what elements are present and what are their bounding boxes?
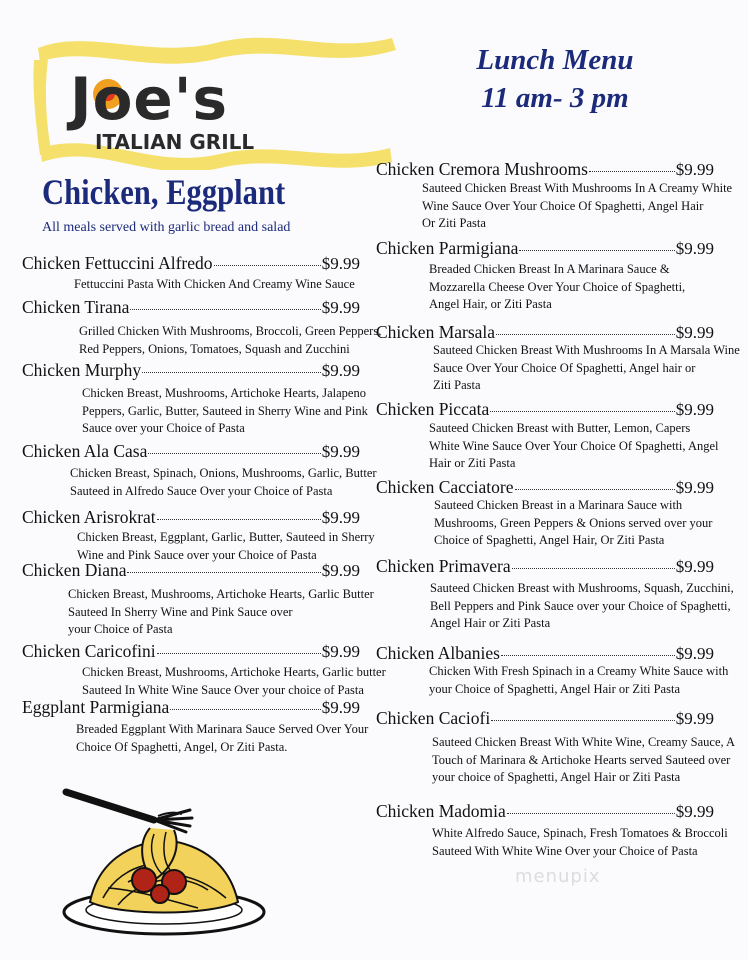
item-description <box>376 825 728 860</box>
description-line: Ziti Pasta <box>433 378 481 392</box>
description-line: Chicken With Fresh Spinach in a Creamy White Sauce with <box>429 664 729 678</box>
description-line: Sauteed Chicken Breast in a Marinara Sauce with <box>434 498 683 512</box>
description-line: Wine Sauce Over Your Choice Of Spaghetti, Angel Hair <box>422 198 704 213</box>
description-line: Sauteed In Sherry Wine and Pink Sauce over <box>68 604 293 619</box>
item-name: Eggplant Parmigiana <box>22 697 170 717</box>
item-description <box>22 465 377 500</box>
description-line: your Choice of Pasta <box>68 622 173 636</box>
menu-item <box>376 322 740 395</box>
menu-item <box>376 159 733 233</box>
description-line: Sauteed Chicken Breast with Butter, Lemon, Capers <box>429 421 691 435</box>
description-line: Sauteed Chicken Breast With Mushrooms In A Creamy White <box>422 181 733 195</box>
description-line: your choice of Spaghetti, Angel Hair or Ziti Pasta <box>432 770 681 784</box>
item-description <box>22 385 368 438</box>
item-price: $9.99 <box>321 698 360 717</box>
description-line: Wine and Pink Sauce over your Choice of Pasta <box>77 547 317 562</box>
description-line: Chicken Breast, Mushrooms, Artichoke Hearts, Jalapeno <box>82 386 366 400</box>
description-line: Red Peppers, Onions, Tomatoes, Squash and Zucchini <box>79 341 350 356</box>
item-name: Chicken Murphy <box>22 360 142 380</box>
item-price: $9.99 <box>321 361 360 380</box>
menu-item <box>22 641 386 699</box>
menu-item <box>22 441 377 500</box>
lunch-menu-title: Lunch Menu <box>476 44 634 76</box>
description-line: Grilled Chicken With Mushrooms, Broccoli, Green Peppers, <box>79 324 382 338</box>
menu-item <box>376 556 734 633</box>
leader-dots <box>512 568 675 569</box>
description-line: your Choice of Spaghetti, Angel Hair or Ziti Pasta <box>429 681 680 696</box>
description-line: Sauteed Chicken Breast With Mushrooms In A Marsala Wine <box>433 343 740 357</box>
item-description <box>376 497 714 550</box>
description-line: Mozzarella Cheese Over Your Choice of Spaghetti, <box>429 279 686 294</box>
description-line: Mushrooms, Green Peppers & Onions served over your <box>434 515 713 530</box>
item-price: $9.99 <box>675 802 714 821</box>
description-line: Chicken Breast, Spinach, Onions, Mushrooms, Garlic, Butter <box>70 466 377 480</box>
item-name: Chicken Parmigiana <box>376 238 519 258</box>
menu-item <box>376 801 728 860</box>
restaurant-logo <box>30 30 400 170</box>
item-name: Chicken Piccata <box>376 399 490 419</box>
description-line: Breaded Eggplant With Marinara Sauce Served Over Your <box>76 722 369 736</box>
item-description <box>376 580 734 633</box>
menu-item <box>22 697 369 756</box>
item-price: $9.99 <box>675 323 714 342</box>
description-line: Choice of Spaghetti, Angel Hair, Or Ziti Pasta <box>434 533 665 547</box>
item-name: Chicken Caricofini <box>22 641 156 661</box>
item-description <box>22 664 386 699</box>
menu-item <box>376 238 714 314</box>
leader-dots <box>501 655 675 656</box>
item-description <box>376 261 714 314</box>
description-line: Sauteed Chicken Breast With White Wine, Creamy Sauce, A <box>432 735 736 749</box>
item-price: $9.99 <box>675 644 714 663</box>
description-line: Angel Hair or Ziti Pasta <box>430 616 551 630</box>
item-description <box>376 734 736 787</box>
item-price: $9.99 <box>321 254 360 273</box>
item-price: $9.99 <box>675 557 714 576</box>
item-price: $9.99 <box>675 400 714 419</box>
item-name: Chicken Fettuccini Alfredo <box>22 253 213 273</box>
leader-dots <box>157 519 321 520</box>
description-line: White Wine Sauce Over Your Choice Of Spaghetti, Angel <box>429 438 719 453</box>
item-name: Chicken Ala Casa <box>22 441 148 461</box>
description-line: Sauteed in Alfredo Sauce Over your Choice of Pasta <box>70 483 333 498</box>
description-line: Breaded Chicken Breast In A Marinara Sauce & <box>429 262 670 276</box>
menu-item <box>376 643 729 698</box>
item-name: Chicken Primavera <box>376 556 511 576</box>
description-line: White Alfredo Sauce, Spinach, Fresh Tomatoes & Broccoli <box>432 826 728 840</box>
item-price: $9.99 <box>675 709 714 728</box>
leader-dots <box>214 265 321 266</box>
logo-name: Joe's <box>70 65 229 133</box>
menu-item <box>376 477 714 550</box>
item-price: $9.99 <box>675 478 714 497</box>
leader-dots <box>507 813 675 814</box>
leader-dots <box>148 453 320 454</box>
menu-item <box>376 399 719 473</box>
item-description <box>376 420 719 473</box>
watermark: menupix <box>515 866 601 887</box>
item-price: $9.99 <box>321 442 360 461</box>
section-note: All meals served with garlic bread and salad <box>42 220 291 235</box>
leader-dots <box>170 709 320 710</box>
description-line: Fettuccini Pasta With Chicken And Creamy Wine Sauce <box>74 277 355 291</box>
description-line: Chicken Breast, Mushrooms, Artichoke Hearts, Garlic butter <box>82 665 386 679</box>
description-line: Chicken Breast, Eggplant, Garlic, Butter, Sauteed in Sherry <box>77 530 375 544</box>
item-name: Chicken Caciofi <box>376 708 491 728</box>
item-description <box>22 276 360 294</box>
menu-item <box>22 507 375 564</box>
leader-dots <box>142 372 321 373</box>
menu-item <box>22 253 360 294</box>
item-price: $9.99 <box>321 298 360 317</box>
description-line: Sauce Over Your Choice Of Spaghetti, Angel hair or <box>433 360 696 375</box>
item-description <box>22 586 374 639</box>
description-line: Touch of Marinara & Artichoke Hearts served Sauteed over <box>432 752 731 767</box>
item-name: Chicken Madomia <box>376 801 506 821</box>
description-line: Sauteed Chicken Breast with Mushrooms, Squash, Zucchini, <box>430 581 734 595</box>
item-description <box>376 180 733 233</box>
leader-dots <box>157 653 321 654</box>
leader-dots <box>519 250 674 251</box>
item-price: $9.99 <box>321 642 360 661</box>
item-description <box>22 721 369 756</box>
description-line: Angel Hair, or Ziti Pasta <box>429 297 552 311</box>
leader-dots <box>130 309 320 310</box>
menu-item <box>22 360 368 438</box>
leader-dots <box>490 411 675 412</box>
section-title: Chicken, Eggplant <box>42 172 286 212</box>
description-line: Sauteed In White Wine Sauce Over your choice of Pasta <box>82 682 364 697</box>
spaghetti-fork-illustration <box>58 770 270 940</box>
description-line: Peppers, Garlic, Butter, Sauteed in Sherry Wine and Pink <box>82 403 368 418</box>
item-price: $9.99 <box>321 508 360 527</box>
item-description <box>22 323 382 358</box>
item-name: Chicken Albanies <box>376 643 500 663</box>
item-name: Chicken Diana <box>22 560 127 580</box>
description-line: Bell Peppers and Pink Sauce over your Choice of Spaghetti, <box>430 598 731 613</box>
item-name: Chicken Tirana <box>22 297 130 317</box>
item-description <box>376 342 740 395</box>
item-name: Chicken Cremora Mushrooms <box>376 159 588 179</box>
item-name: Chicken Cacciatore <box>376 477 514 497</box>
description-line: Or Ziti Pasta <box>422 216 486 230</box>
leader-dots <box>515 489 675 490</box>
item-price: $9.99 <box>321 561 360 580</box>
item-description <box>376 663 729 698</box>
item-price: $9.99 <box>675 160 714 179</box>
item-price: $9.99 <box>675 239 714 258</box>
item-name: Chicken Marsala <box>376 322 496 342</box>
description-line: Chicken Breast, Mushrooms, Artichoke Hearts, Garlic Butter <box>68 587 374 601</box>
description-line: Hair or Ziti Pasta <box>429 456 516 470</box>
logo-subtitle: ITALIAN GRILL <box>95 130 255 154</box>
description-line: Choice Of Spaghetti, Angel, Or Ziti Pasta. <box>76 739 288 754</box>
item-description <box>22 529 375 564</box>
description-line: Sauteed With White Wine Over your Choice of Pasta <box>432 843 698 858</box>
menu-item <box>376 708 736 787</box>
item-name: Chicken Arisrokrat <box>22 507 156 527</box>
leader-dots <box>491 720 675 721</box>
leader-dots <box>496 334 675 335</box>
leader-dots <box>589 171 675 172</box>
menu-item <box>22 297 382 358</box>
leader-dots <box>127 572 320 573</box>
menu-item <box>22 560 374 639</box>
lunch-hours: 11 am- 3 pm <box>481 82 629 114</box>
description-line: Sauce over your Choice of Pasta <box>82 421 245 435</box>
